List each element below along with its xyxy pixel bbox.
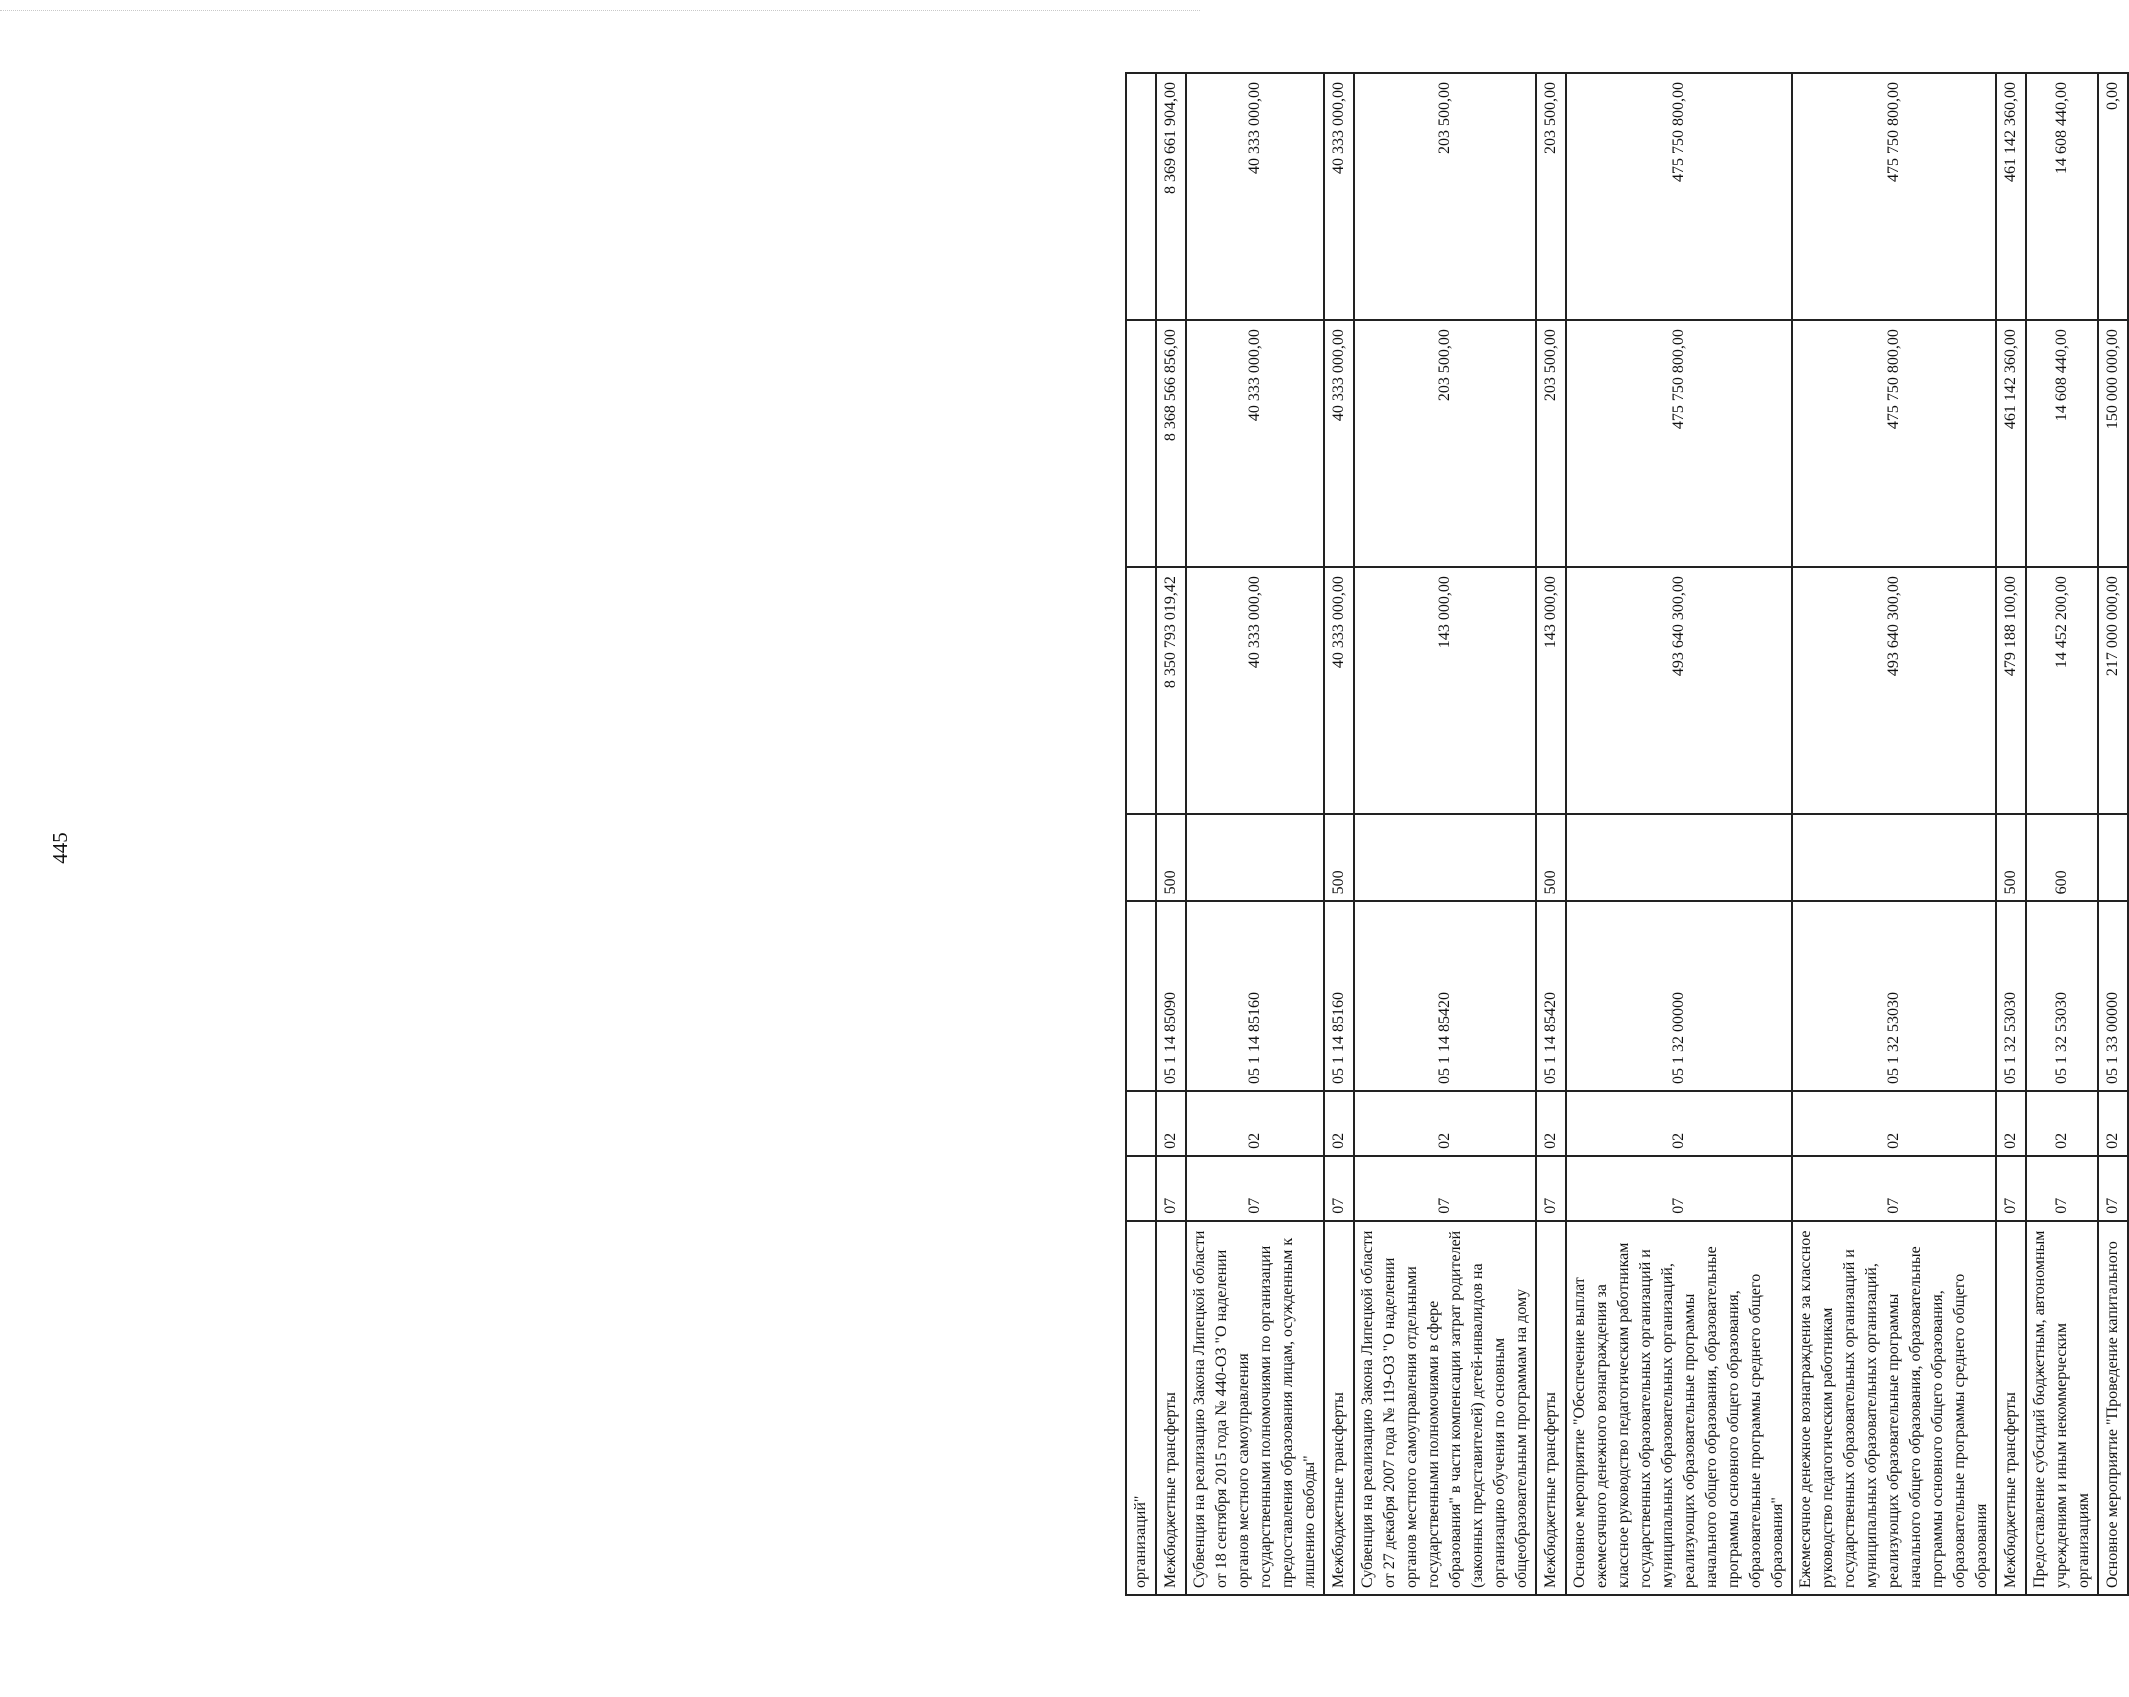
section-code-cell: 07 xyxy=(1996,1156,2026,1221)
row-name-cell: Основное мероприятие "Обеспечение выплат ежемесячного денежного вознаграждения за классное руководство педагогическим работникам государственных образовательных организаций и муниципальных образовательных организаций, реализующих образовательные программы начального общего образования, образовательные программы основного общего образования, образовательные программы среднего общего образования" xyxy=(1566,1221,1792,1595)
expense-kind-cell xyxy=(1566,814,1792,901)
row-name-cell: Основное мероприятие "Проведение капитального xyxy=(2098,1221,2128,1595)
target-article-cell: 05 1 14 85090 xyxy=(1156,901,1186,1091)
amount-year-2-cell: 203 500,00 xyxy=(1536,320,1566,567)
amount-year-2-cell: 14 608 440,00 xyxy=(2026,320,2098,567)
amount-year-1-cell: 493 640 300,00 xyxy=(1566,567,1792,814)
row-name-cell: Субвенция на реализацию Закона Липецкой области от 27 декабря 2007 года № 119-ОЗ "О наделении органов местного самоуправления отдельными государственными полномочиями в сфере образования" в части компенсации затрат родителей (законных представителей) детей-инвалидов на организацию обучения по основным общеобразовательным программам на дому xyxy=(1354,1221,1536,1595)
row-name-cell: организаций" xyxy=(1126,1221,1156,1595)
amount-year-2-cell: 475 750 800,00 xyxy=(1792,320,1996,567)
amount-year-3-cell: 0,00 xyxy=(2098,73,2128,320)
section-code-cell xyxy=(1126,1156,1156,1221)
expense-kind-cell xyxy=(1792,814,1996,901)
target-article-cell xyxy=(1126,901,1156,1091)
amount-year-3-cell: 475 750 800,00 xyxy=(1792,73,1996,320)
table-row xyxy=(1566,73,1792,1595)
subsection-code-cell xyxy=(1126,1091,1156,1156)
subsection-code-cell: 02 xyxy=(1324,1091,1354,1156)
expense-kind-cell xyxy=(1126,814,1156,901)
amount-year-3-cell xyxy=(1126,73,1156,320)
amount-year-2-cell: 475 750 800,00 xyxy=(1566,320,1792,567)
amount-year-1-cell: 14 452 200,00 xyxy=(2026,567,2098,814)
amount-year-2-cell: 40 333 000,00 xyxy=(1186,320,1324,567)
expense-kind-cell xyxy=(2098,814,2128,901)
row-name-cell: Межбюджетные трансферты xyxy=(1156,1221,1186,1595)
expense-kind-cell xyxy=(1186,814,1324,901)
amount-year-3-cell: 14 608 440,00 xyxy=(2026,73,2098,320)
target-article-cell: 05 1 33 00000 xyxy=(2098,901,2128,1091)
expense-kind-cell: 500 xyxy=(1996,814,2026,901)
page-number: 445 xyxy=(48,832,72,864)
table-row xyxy=(1324,73,1354,1595)
amount-year-1-cell: 40 333 000,00 xyxy=(1324,567,1354,814)
section-code-cell: 07 xyxy=(1354,1156,1536,1221)
row-name-cell: Межбюджетные трансферты xyxy=(1324,1221,1354,1595)
section-code-cell: 07 xyxy=(2098,1156,2128,1221)
table-row xyxy=(1126,73,1156,1595)
section-code-cell: 07 xyxy=(1324,1156,1354,1221)
table-row xyxy=(1186,73,1324,1595)
amount-year-1-cell: 40 333 000,00 xyxy=(1186,567,1324,814)
amount-year-3-cell: 461 142 360,00 xyxy=(1996,73,2026,320)
expense-kind-cell: 500 xyxy=(1324,814,1354,901)
table-row xyxy=(1792,73,1996,1595)
section-code-cell: 07 xyxy=(1186,1156,1324,1221)
target-article-cell: 05 1 14 85420 xyxy=(1354,901,1536,1091)
target-article-cell: 05 1 32 53030 xyxy=(1792,901,1996,1091)
target-article-cell: 05 1 32 00000 xyxy=(1566,901,1792,1091)
expense-kind-cell: 500 xyxy=(1536,814,1566,901)
expense-kind-cell: 500 xyxy=(1156,814,1186,901)
row-name-cell: Субвенция на реализацию Закона Липецкой области от 18 сентября 2015 года № 440-ОЗ "О наделении органов местного самоуправления государственными полномочиями по организации предоставления образования лицам, осужденным к лишению свободы" xyxy=(1186,1221,1324,1595)
amount-year-3-cell: 203 500,00 xyxy=(1536,73,1566,320)
amount-year-1-cell: 143 000,00 xyxy=(1354,567,1536,814)
amount-year-2-cell xyxy=(1126,320,1156,567)
subsection-code-cell: 02 xyxy=(1186,1091,1324,1156)
subsection-code-cell: 02 xyxy=(2098,1091,2128,1156)
amount-year-2-cell: 8 368 566 856,00 xyxy=(1156,320,1186,567)
amount-year-3-cell: 40 333 000,00 xyxy=(1324,73,1354,320)
table-row xyxy=(2026,73,2098,1595)
table-row xyxy=(1996,73,2026,1595)
budget-table xyxy=(1125,72,2129,1596)
expense-kind-cell: 600 xyxy=(2026,814,2098,901)
amount-year-2-cell: 461 142 360,00 xyxy=(1996,320,2026,567)
table-row xyxy=(1354,73,1536,1595)
amount-year-1-cell: 143 000,00 xyxy=(1536,567,1566,814)
scan-edge-line xyxy=(0,10,1200,11)
target-article-cell: 05 1 32 53030 xyxy=(2026,901,2098,1091)
table-row xyxy=(1536,73,1566,1595)
amount-year-2-cell: 40 333 000,00 xyxy=(1324,320,1354,567)
row-name-cell: Межбюджетные трансферты xyxy=(1996,1221,2026,1595)
section-code-cell: 07 xyxy=(1792,1156,1996,1221)
subsection-code-cell: 02 xyxy=(1566,1091,1792,1156)
amount-year-1-cell: 217 000 000,00 xyxy=(2098,567,2128,814)
amount-year-1-cell xyxy=(1126,567,1156,814)
amount-year-2-cell: 203 500,00 xyxy=(1354,320,1536,567)
row-name-cell: Предоставление субсидий бюджетным, автономным учреждениям и иным некоммерческим организациям xyxy=(2026,1221,2098,1595)
amount-year-1-cell: 8 350 793 019,42 xyxy=(1156,567,1186,814)
amount-year-3-cell: 40 333 000,00 xyxy=(1186,73,1324,320)
subsection-code-cell: 02 xyxy=(1792,1091,1996,1156)
expense-kind-cell xyxy=(1354,814,1536,901)
subsection-code-cell: 02 xyxy=(1156,1091,1186,1156)
target-article-cell: 05 1 14 85160 xyxy=(1186,901,1324,1091)
target-article-cell: 05 1 14 85420 xyxy=(1536,901,1566,1091)
target-article-cell: 05 1 14 85160 xyxy=(1324,901,1354,1091)
subsection-code-cell: 02 xyxy=(1354,1091,1536,1156)
amount-year-3-cell: 8 369 661 904,00 xyxy=(1156,73,1186,320)
subsection-code-cell: 02 xyxy=(1996,1091,2026,1156)
row-name-cell: Межбюджетные трансферты xyxy=(1536,1221,1566,1595)
budget-table-container xyxy=(1125,72,2121,1596)
table-row xyxy=(1156,73,1186,1595)
target-article-cell: 05 1 32 53030 xyxy=(1996,901,2026,1091)
amount-year-1-cell: 493 640 300,00 xyxy=(1792,567,1996,814)
subsection-code-cell: 02 xyxy=(1536,1091,1566,1156)
row-name-cell: Ежемесячное денежное вознаграждение за классное руководство педагогическим работникам государственных образовательных организаций и муниципальных образовательных организаций, реализующих образовательные программы начального общего образования, образовательные программы основного общего образования, образовательные программы среднего общего образования xyxy=(1792,1221,1996,1595)
amount-year-3-cell: 203 500,00 xyxy=(1354,73,1536,320)
table-row xyxy=(2098,73,2128,1595)
amount-year-1-cell: 479 188 100,00 xyxy=(1996,567,2026,814)
section-code-cell: 07 xyxy=(2026,1156,2098,1221)
amount-year-2-cell: 150 000 000,00 xyxy=(2098,320,2128,567)
amount-year-3-cell: 475 750 800,00 xyxy=(1566,73,1792,320)
subsection-code-cell: 02 xyxy=(2026,1091,2098,1156)
section-code-cell: 07 xyxy=(1156,1156,1186,1221)
section-code-cell: 07 xyxy=(1536,1156,1566,1221)
section-code-cell: 07 xyxy=(1566,1156,1792,1221)
